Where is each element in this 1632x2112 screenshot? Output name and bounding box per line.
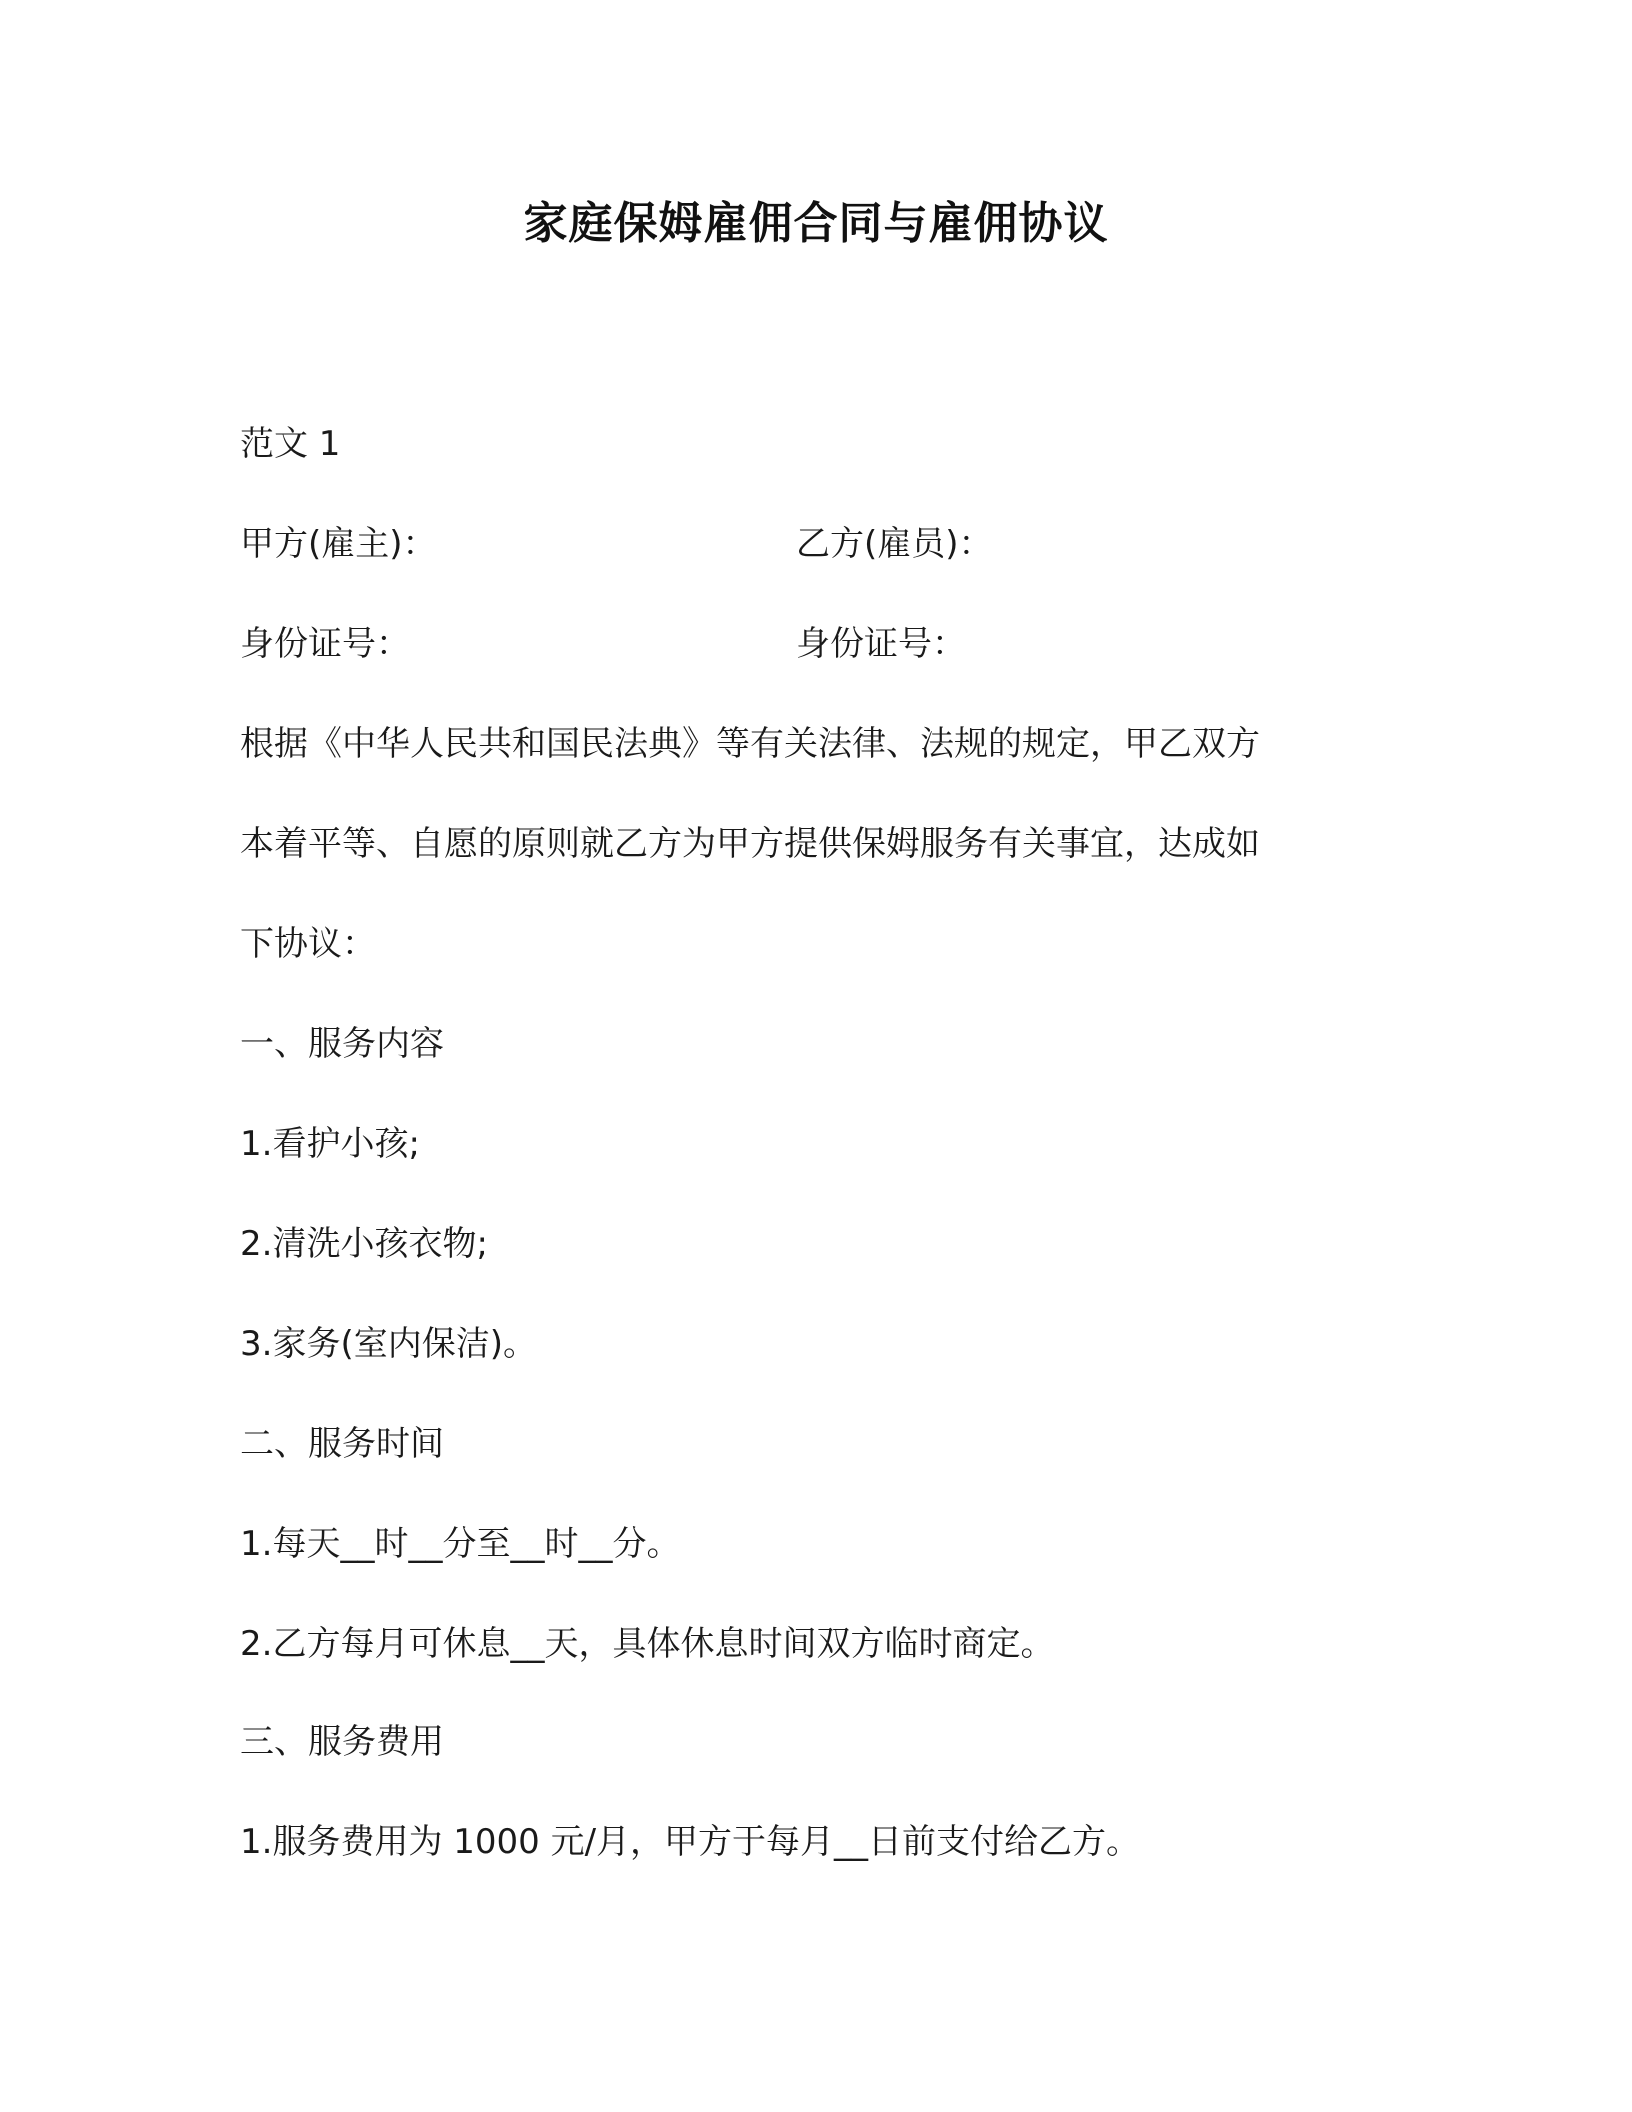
- section1-item-3: 3.家务(室内保洁)。: [240, 1324, 537, 1364]
- party-b-label: 乙方(雇员)：: [796, 524, 993, 564]
- section1-item-2: 2.清洗小孩衣物;: [240, 1224, 488, 1264]
- party-a-label: 甲方(雇主)：: [240, 524, 437, 564]
- intro-line-2: 本着平等、自愿的原则就乙方为甲方提供保姆服务有关事宜，达成如: [240, 824, 1260, 864]
- section2-item-2: 2.乙方每月可休息__天，具体休息时间双方临时商定。: [240, 1624, 1055, 1664]
- id-a-label: 身份证号：: [240, 624, 410, 664]
- section2-item-1: 1.每天__时__分至__时__分。: [240, 1524, 681, 1564]
- section1-item-1: 1.看护小孩;: [240, 1124, 420, 1164]
- id-b-label: 身份证号：: [796, 624, 966, 664]
- section3-heading: 三、服务费用: [240, 1722, 444, 1762]
- section3-item-1: 1.服务费用为 1000 元/月，甲方于每月__日前支付给乙方。: [240, 1822, 1141, 1862]
- section2-heading: 二、服务时间: [240, 1424, 444, 1464]
- sample-label: 范文 1: [240, 424, 341, 464]
- section1-heading: 一、服务内容: [240, 1024, 444, 1064]
- document-title: 家庭保姆雇佣合同与雇佣协议: [523, 198, 1109, 249]
- intro-line-1: 根据《中华人民共和国民法典》等有关法律、法规的规定，甲乙双方: [240, 724, 1260, 764]
- intro-line-3: 下协议：: [240, 924, 376, 964]
